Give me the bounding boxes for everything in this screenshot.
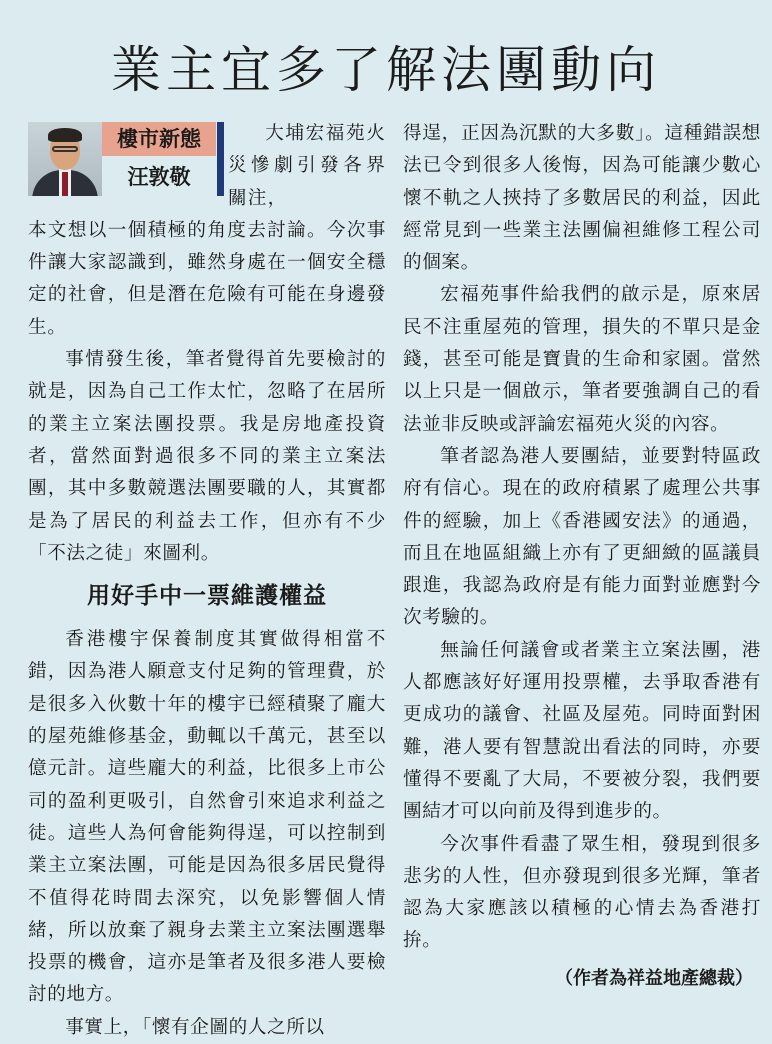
article-title: 業主宜多了解法團動向 (111, 41, 661, 99)
subheading: 用好手中一票維護權益 (87, 583, 327, 610)
right-column (403, 118, 761, 994)
column-author: 汪敦敬 (127, 165, 191, 189)
author-byline: （作者為祥益地產總裁） (555, 967, 753, 989)
paragraph: 筆者認為港人要團結，並要對特區政府有信心。現在的政府積累了處理公共事件的經驗，加上《香港國安法》的通過，而且在地區組織上亦有了更細緻的區議員跟進，我認為政府是有能力面對並應對今次考驗的。 (403, 445, 761, 629)
paragraph: 今次事件看盡了眾生相，發現到很多悲劣的人性，但亦發現到很多光輝，筆者認為大家應該以積極的心情去為香港打拚。 (403, 833, 761, 952)
column-badge (28, 118, 228, 214)
left-column (28, 118, 386, 1044)
paragraph: 宏福苑事件給我們的啟示是，原來居民不注重屋苑的管理，損失的不單只是金錢，甚至可能是寶貴的生命和家園。當然以上只是一個啟示，筆者要強調自己的看法並非反映或評論宏福苑火災的內容。 (403, 284, 761, 435)
column-label: 樓市新態 (102, 122, 216, 156)
column-accent-bar (217, 122, 224, 196)
paragraph: 無論任何議會或者業主立案法團，港人都應該好好運用投票權，去爭取香港有更成功的議會、社區及屋苑。同時面對困難，港人要有智慧說出看法的同時，亦要懂得不要亂了大局，不要被分裂，我們要團結才可以向前及得到進步的。 (403, 639, 761, 823)
intro-paragraph: 大埔宏福苑火災慘劇引發各界關注， (228, 123, 386, 209)
paragraph: 事情發生後，筆者覺得首先要檢討的就是，因為自己工作太忙，忽略了在居所的業主立案法團投票。我是房地產投資者，當然面對過很多不同的業主立案法團，其中多數競選法團要職的人，其實都是為了居民的利益去工作，但亦有不少「不法之徒」來圖利。 (28, 349, 386, 564)
paragraph: 本文想以一個積極的角度去討論。今次事件讓大家認識到，雖然身處在一個安全穩定的社會，但是潛在危險有可能在身邊發生。 (28, 219, 386, 338)
paragraph: 事實上，「懷有企圖的人之所以 (65, 1016, 325, 1038)
intro-text (228, 118, 386, 215)
author-photo (28, 122, 102, 196)
column-header (28, 118, 386, 215)
paragraph: 得逞，正因為沉默的大多數」。這種錯誤想法已令到很多人後悔，因為可能讓少數心懷不軌之人挾持了多數居民的利益，因此經常見到一些業主法團偏袒維修工程公司的個案。 (403, 123, 761, 274)
paragraph: 香港樓宇保養制度其實做得相當不錯，因為港人願意支付足夠的管理費，於是很多入伙數十年的樓宇已經積聚了龐大的屋苑維修基金，動輒以千萬元，甚至以億元計。這些龐大的利益，比很多上市公司的盈利更吸引，自然會引來追求利益之徒。這些人為何會能夠得逞，可以控制到業主立案法團，可能是因為很多居民覺得不值得花時間去深究，以免影響個人情緒，所以放棄了親身去業主立案法團選舉投票的機會，這亦是筆者及很多港人要檢討的地方。 (28, 629, 386, 1006)
